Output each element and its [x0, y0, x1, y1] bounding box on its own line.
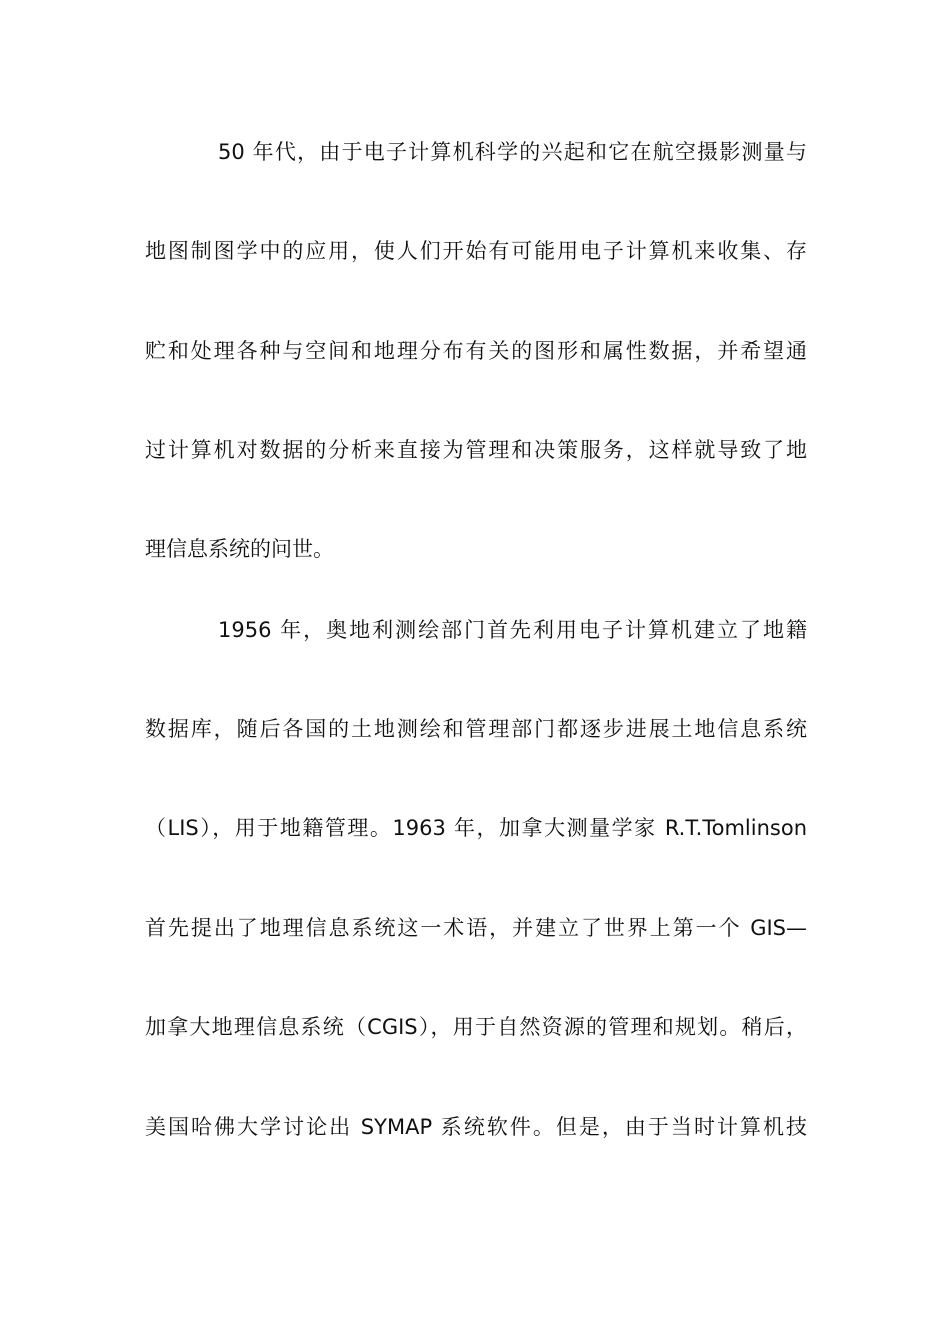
paragraph-1-line-4: 过计算机对数据的分析来直接为管理和决策服务，这样就导致了地: [145, 438, 807, 462]
paragraph-1-line-3: 贮和处理各种与空间和地理分布有关的图形和属性数据，并希望通: [145, 339, 807, 363]
paragraph-2-line-6: 美国哈佛大学讨论出 SYMAP 系统软件。但是，由于当时计算机技: [145, 1115, 807, 1139]
paragraph-1-line-1: 50 年代，由于电子计算机科学的兴起和它在航空摄影测量与: [218, 140, 807, 164]
paragraph-2-line-2: 数据库，随后各国的土地测绘和管理部门都逐步进展土地信息系统: [145, 717, 807, 741]
paragraph-2-line-5: 加拿大地理信息系统（CGIS），用于自然资源的管理和规划。稍后，: [145, 1015, 807, 1039]
paragraph-2-line-4: 首先提出了地理信息系统这一术语，并建立了世界上第一个 GIS—: [145, 916, 807, 940]
paragraph-2-line-3: （LIS），用于地籍管理。1963 年，加拿大测量学家 R.T.Tomlinson: [145, 816, 807, 840]
paragraph-1-line-2: 地图制图学中的应用，使人们开始有可能用电子计算机来收集、存: [145, 239, 807, 263]
paragraph-1-line-5: 理信息系统的问世。: [145, 537, 334, 561]
paragraph-2-line-1: 1956 年，奥地利测绘部门首先利用电子计算机建立了地籍: [218, 618, 807, 642]
